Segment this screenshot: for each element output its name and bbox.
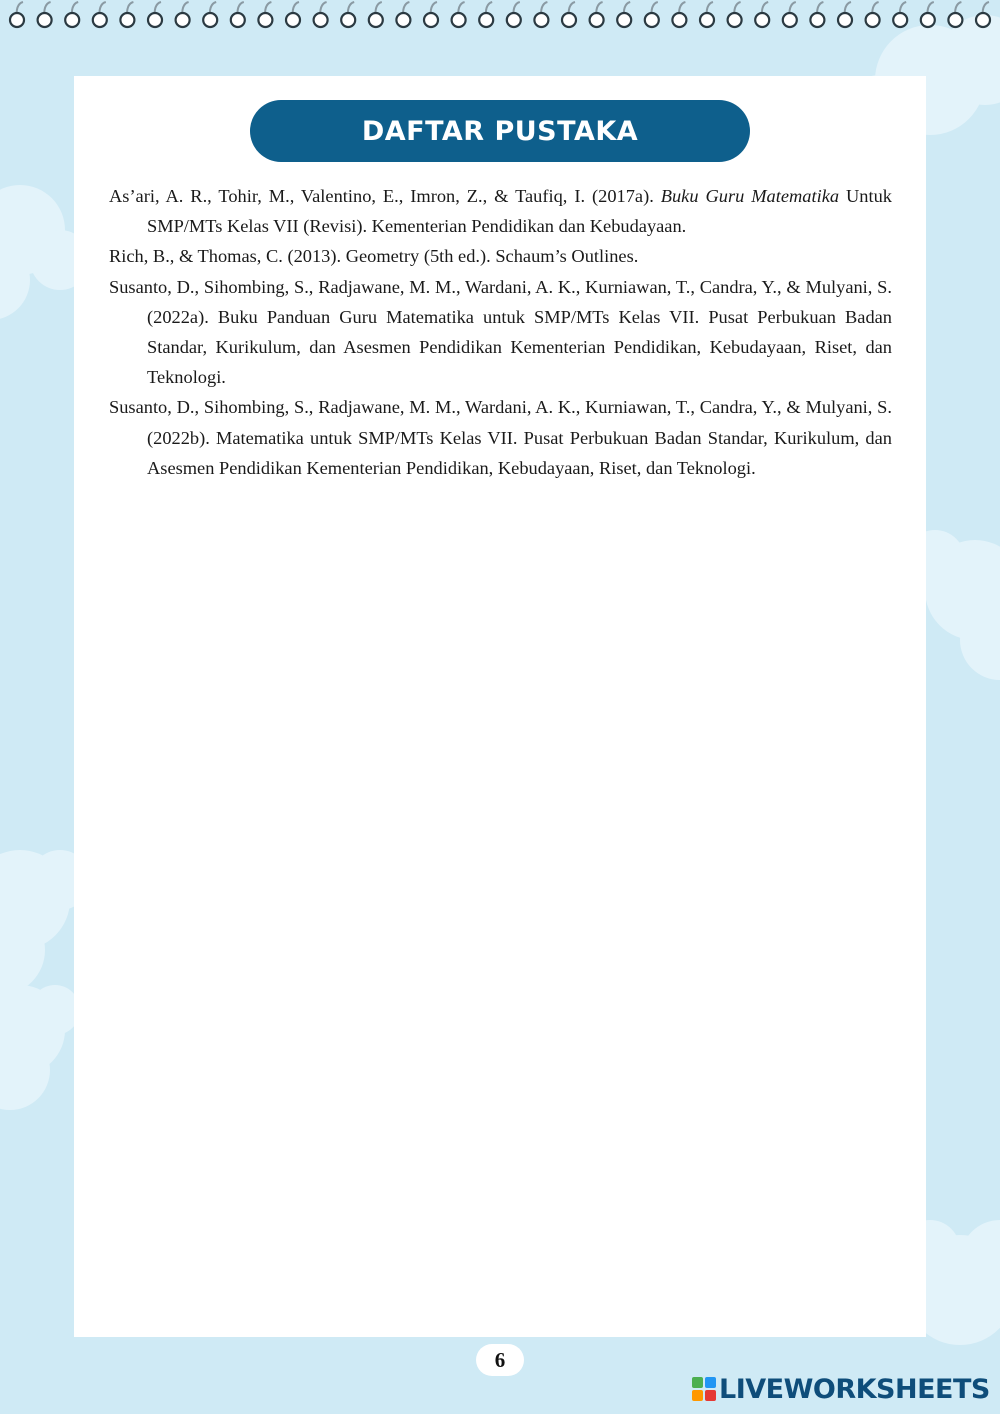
spiral-ring-icon bbox=[452, 2, 466, 27]
spiral-ring-icon bbox=[810, 2, 824, 27]
spiral-ring-icon bbox=[231, 2, 245, 27]
spiral-ring-icon bbox=[645, 2, 659, 27]
spiral-ring-icon bbox=[65, 2, 79, 27]
spiral-ring-icon bbox=[700, 2, 714, 27]
spiral-ring-icon bbox=[479, 2, 493, 27]
spiral-ring-icon bbox=[755, 2, 769, 27]
spiral-ring-icon bbox=[921, 2, 935, 27]
spiral-ring-icon bbox=[148, 2, 162, 27]
spiral-ring-icon bbox=[590, 2, 604, 27]
spiral-ring-icon bbox=[10, 2, 24, 27]
spiral-ring-icon bbox=[120, 2, 134, 27]
spiral-ring-icon bbox=[258, 2, 272, 27]
spiral-ring-icon bbox=[672, 2, 686, 27]
liveworksheets-brand bbox=[692, 1372, 990, 1406]
spiral-ring-icon bbox=[314, 2, 328, 27]
reference-item: Rich, B., & Thomas, C. (2013). Geometry (5th ed.). Schaum’s Outlines. bbox=[109, 246, 639, 267]
page-number: 6 bbox=[476, 1344, 524, 1376]
spiral-ring-icon bbox=[286, 2, 300, 27]
page-sheet bbox=[74, 76, 926, 1337]
cloud-icon bbox=[0, 985, 80, 1110]
spiral-ring-icon bbox=[396, 2, 410, 27]
page-title: DAFTAR PUSTAKA bbox=[361, 115, 639, 147]
brand-text: LIVEWORKSHEETS bbox=[719, 1373, 990, 1405]
spiral-ring-icon bbox=[534, 2, 548, 27]
spiral-ring-icon bbox=[617, 2, 631, 27]
spiral-ring-icon bbox=[976, 2, 990, 27]
spiral-ring-icon bbox=[176, 2, 190, 27]
spiral-ring-icon bbox=[93, 2, 107, 27]
spiral-ring-icon bbox=[948, 2, 962, 27]
reference-item: As’ari, A. R., Tohir, M., Valentino, E., Imron, Z., & Taufiq, I. (2017a). Buku Guru Matematika Untuk SMP/MTs Kelas VII (Revisi). Kementerian Pendidikan dan Kebudayaan. bbox=[109, 186, 892, 237]
spiral-ring-icon bbox=[424, 2, 438, 27]
reference-list bbox=[109, 181, 892, 483]
spiral-ring-icon bbox=[341, 2, 355, 27]
spiral-binding bbox=[0, 0, 1000, 40]
spiral-ring-icon bbox=[507, 2, 521, 27]
spiral-ring-icon bbox=[728, 2, 742, 27]
spiral-ring-icon bbox=[893, 2, 907, 27]
spiral-ring-icon bbox=[369, 2, 383, 27]
spiral-ring-icon bbox=[866, 2, 880, 27]
reference-item: Susanto, D., Sihombing, S., Radjawane, M. M., Wardani, A. K., Kurniawan, T., Candra, Y., & Mulyani, S. (2022a). Buku Panduan Guru Matematika untuk SMP/MTs Kelas VII. Pusat Perbukuan Badan Standar, Kurikulum, dan Asesmen Pendidikan Kementerian Pendidikan, Kebudayaan, Riset, dan Teknologi. bbox=[109, 276, 892, 388]
spiral-ring-icon bbox=[838, 2, 852, 27]
spiral-ring-icon bbox=[38, 2, 52, 27]
spiral-ring-icon bbox=[562, 2, 576, 27]
liveworksheets-logo-icon bbox=[692, 1377, 716, 1401]
spiral-ring-icon bbox=[203, 2, 217, 27]
title-banner bbox=[250, 100, 750, 162]
spiral-ring-icon bbox=[783, 2, 797, 27]
reference-item: Susanto, D., Sihombing, S., Radjawane, M. M., Wardani, A. K., Kurniawan, T., Candra, Y., & Mulyani, S. (2022b). Matematika untuk SMP/MTs Kelas VII. Pusat Perbukuan Badan Standar, Kurikulum, dan Asesmen Pendidikan Kementerian Pendidikan, Kebudayaan, Riset, dan Teknologi. bbox=[109, 397, 892, 478]
